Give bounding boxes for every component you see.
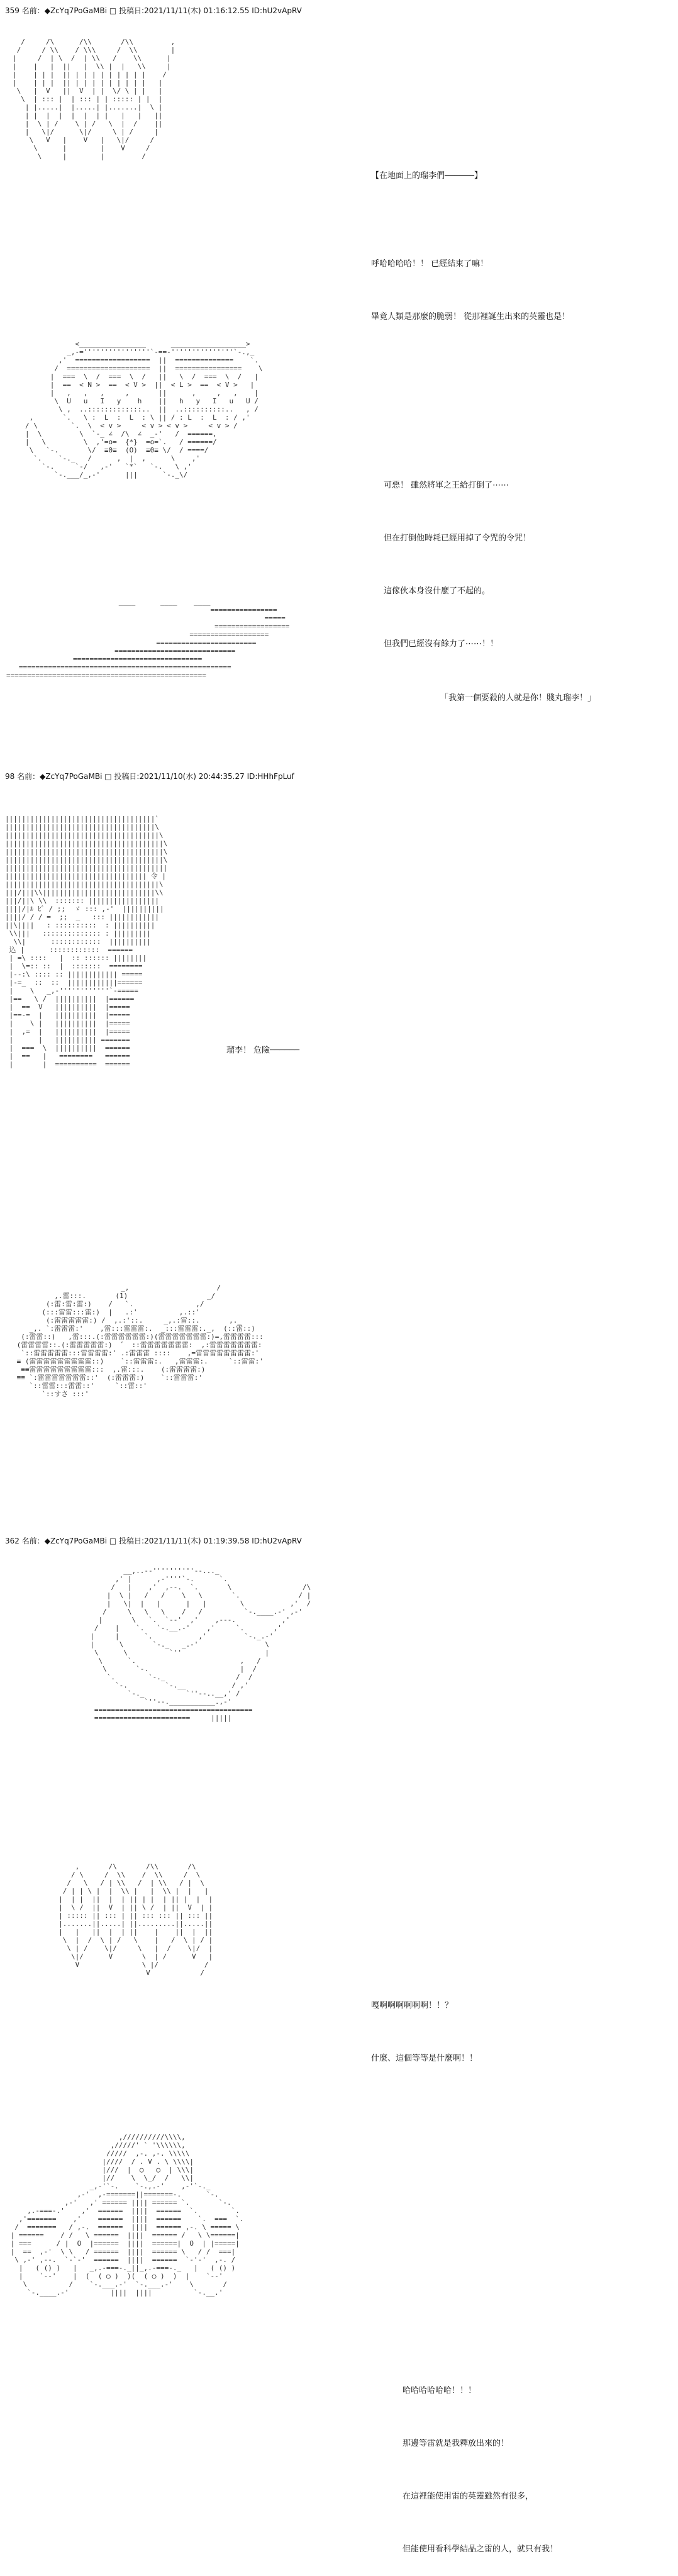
post-header: 98 名前：◆ZcYq7PoGaMBi □ 投稿日:2021/11/10(水) 20:44:35.27 ID:HHhFpLuf	[5, 772, 294, 781]
ascii-art-figure: <________________ __________________> _,-=''''''''''''''''`-==-'''''''''''''''`-.,_ ,' ================== || ============== `. / ==================== || ================ \ | === \ / === \ / || \ / === \ / | | == < N > == < V > || < L > == < V > | | , , , , || , , , | \ U u I y h || h y I u U / \ , ..:::::::::::::.. || ..::::::::::.. , / , `. \ : L : L : \ || / : L : L : / ,' / \ `. \ < v > < v > < v > < v > / | \ \ `-_ ∠ /\ ∠ _-' / ======, | \ \ ,'=o= {*} =o=`. / ======/ \ `-. \/ ≡0≡ (O) ≡0≡ \/ / ====/ `. `-._ / , | , \ ,' `-. `-/ ,-' `*` `-. \ ,' `-.___/_,-' ||| `-._\/	[25, 340, 263, 479]
ascii-art-hands: , /\ /\\ /\ / \ / \\ / \\ / \ / \ / | \\ / | \\ / | \ / | | \ | | \\ | | \\ | | | | | | || | | || | | | || | | | | \ / || V | || \ / | || V | | | ::::: || ::: | || ::: ::: || ::: || |.......||.....| ||.........||.....|| | | || | | || | || | || \ | / \ | / \ | / \ | / | \ | / \|/ \ | / \|/ | \|/ V \ | / V | V \ |/ / V /	[58, 1862, 213, 1977]
dialogue-block	[440, 654, 596, 725]
ascii-art-figure: ,//////////\\\\, ,/////' ` '\\\\\\, ///// ,-. ,-. \\\\\ |//// / . V . \ \\\\| |/// | ◯ ◯ | \\\| |// \ \_/ / \\| _,-'`-. `-.,.-' ,-'`-._ ,-' ,-=======||=======-. `-. ,-' ,' ====== |||| ====== `. `-. ,.-===-.' ,' ====== |||| ====== `. `. ,'======= ,' ====== |||| ====== `. === `. / ======= / ,-. ====== |||| ====== ,-. \ ===== \ | ====== / / \ ====== |||| ====== / \ \======| | === / | O |====== |||| ======| O | |=====| | == ,-' \ \ / ====== |||| ====== \ / / ===| \ ,-' ,--. `-`-' ====== |||| ====== `-'-' ,-. / | ( () ) | _,.-===-._||_,.-===-._ | ( () ) | `--' | ( ( ◯ ) )( ( ◯ ) ) | `--' \ / `-.___.-' `-.___.-' \ / `-.____.-' |||| |||| `-.__.'	[10, 2133, 244, 2297]
post-header: 362 名前：◆ZcYq7PoGaMBi □ 投稿日:2021/11/11(木) 01:19:39.58 ID:hU2vApRV	[5, 1537, 302, 1545]
dialogue-line: 「我第一個要殺的人就是你！賤丸瑠李！」	[440, 693, 596, 703]
dialogue-line: 在這裡能使用雷的英靈雖然有很多，	[403, 2492, 534, 2501]
dialogue-line: 嘎啊啊啊啊啊啊！！？	[371, 2001, 453, 2010]
ascii-art-serpent: __,..--''''''''''--..._ ,' | ,-''''`-. `. / | ,' ,--. `. \ /\ | \ | / / \ \ `. / | | \| | | | | \ ,' / / \ \ \ / / `-.____.-' ,-' | \ `. `--' ,' ,---. ,' / | `. `-.__.-' ,' `. ,' | | `. ,' `-._.-' | \ `-._ _.-' \ \ \ `'' | \ `. , / \ `-. | / `. `-._ / / `-. `-.__ / ,' `-._ `''--..__,' / `''--.___________.,-' ====================================== ======================= |||||	[90, 1567, 311, 1722]
dialogue-line: 但能使用看科學結晶之雷的人，就只有我！	[403, 2545, 559, 2554]
dialogue-line: 畢竟人類是那麼的脆弱！ 從那裡誕生出來的英靈也是！	[371, 312, 570, 322]
dialogue-block	[371, 1962, 477, 2085]
dialogue-line: 什麼、這個等等是什麼啊！！	[371, 2054, 478, 2063]
dialogue-block	[371, 132, 570, 344]
dialogue-line: 可惡！ 雖然將軍之王給打倒了⋯⋯	[384, 481, 509, 490]
dialogue-line: 瑠李！ 危險──────	[226, 1046, 300, 1055]
dialogue-block	[226, 1007, 299, 1077]
ascii-art-hands: / /\ /\\ /\\ , / / \\ / \\\ / \\ | | / | \ / | \\ / \\ | | | | || | \\ | | \\ | | | | | || | | | | | | | | | / | | | | || | | | | | | | | | | \ | V || V | | \/ \ | | | \ | ::: | | ::: | | ::::: | | | | |.....| |.....| |.......| \ | | | | | | | | | | | || | \ | / \ | / \ | / || | \|/ \|/ \ | / | \ V | V | \|/ / \ | | V / \ | | /	[13, 38, 175, 160]
dialogue-line: 【在地面上的瑠李們──────】	[371, 171, 482, 181]
ascii-art-streak: ____ ____ ____ ================ ===== ================== =================== ======================== ============================= =============================== =================================================== ================================================	[6, 598, 290, 680]
ascii-art-wall: ||||||||||||||||||||||||||||||||||||` ||||||||||||||||||||||||||||||||||||\ |||||||||||||||||||||||||||||||||||||\ ||||||||||||||||||||||||||||||||||||||\ ||||||||||||||||||||||||||||||||||||||\ ||||||||||||||||||||||||||||||||||||||\ ||||||||||||||||||||||||||||||||||||||| |||||||||||||||||||||||||||||||||| 令 | |||||||||||||||||||||||||||||||||||||\ |||/|||\\|||||||||||||||||||||||||||\\ |||/||\ \\ ::::::: ||||||||||||||||| ||||/|ﾙ ﾋﾞ / ;; ゞ ::: ,-' |||||||||| ||||/ / / = ;; _ ::: |||||||||||| ||\|||| : :::::::::: : |||||||||| \\||| :::::::::::::: : ||||||||| \\| :::::::::::: |||||||||| 込 | :::::::::::: ====== | =\ :::: | :: :::::: |||||||| | \=:: :: | ::::::: ======== |--:\ :::: :: |||||||||||| ===== |-=_ :: :: ||||||||||||====== | \ _,-''''''''''''`-===== |== \ / |||||||||| |====== | == V |||||||||| |===== |==-= | |||||||||| |===== | \ | |||||||||| |===== | ,= | |||||||||| |===== | | |||||||||| ======= | === \ |||||||||| ====== | == | ======== ====== | | ========== ======	[5, 815, 168, 1068]
dialogue-line: 但我們已經沒有餘力了⋯⋯！！	[384, 639, 499, 649]
dialogue-block	[403, 2347, 558, 2576]
dialogue-line: 哈哈哈哈哈哈！！！	[403, 2386, 477, 2395]
dialogue-line: 這傢伙本身沒什麼了不起的。	[384, 586, 491, 596]
dialogue-line: 那邊等雷就是我釋放出來的！	[403, 2439, 509, 2448]
dialogue-block	[384, 442, 531, 671]
dialogue-line: 呼哈哈哈哈！！ 已經結束了嘛！	[371, 259, 489, 269]
ascii-art-lightning: _, / ,.雷:::. (1) _/ (:雷:雷:雷:) / `. ,/ (:::雷雷:::雷:) | .:' ,.::' (:雷雷雷雷雷:) / ,.:'::. _,.:雷::. ,._ _,. `:雷雷雷:' ,雷:::雷雷雷:. _:::雷雷雷:._, (::雷::) (:雷雷::) ,雷:::.(:雷雷雷雷雷雷:)(雷雷雷雷雷雷雷:)=,雷雷雷雷::: (雷雷雷雷::.(:雷雷雷雷雷:) ゛ ::雷雷雷雷雷雷雷: ,:雷雷雷雷雷雷雷: `::雷雷雷雷雷:::雷雷雷雷:' .:雷雷雷 :::: ,=雷雷雷雷雷雷雷雷:' ≡ (雷雷雷雷雷雷雷雷雷::) `::雷雷雷:. ,雷雷雷:. `::雷雷:' ≡≡雷雷雷雷雷雷雷雷雷::: ,.雷:::. (:雷雷雷雷:) ≡≡ `:雷雷雷雷雷雷雷::' (:雷雷雷:) `::雷雷雷:' `::雷雷:::雷雷::' `::雷::' `::すさ :::'	[16, 1284, 264, 1398]
dialogue-line: 但在打倒他時耗已經用掉了令咒的令咒！	[384, 534, 531, 543]
post-header: 359 名前：◆ZcYq7PoGaMBi □ 投稿日:2021/11/11(木) 01:16:12.55 ID:hU2vApRV	[5, 6, 302, 15]
